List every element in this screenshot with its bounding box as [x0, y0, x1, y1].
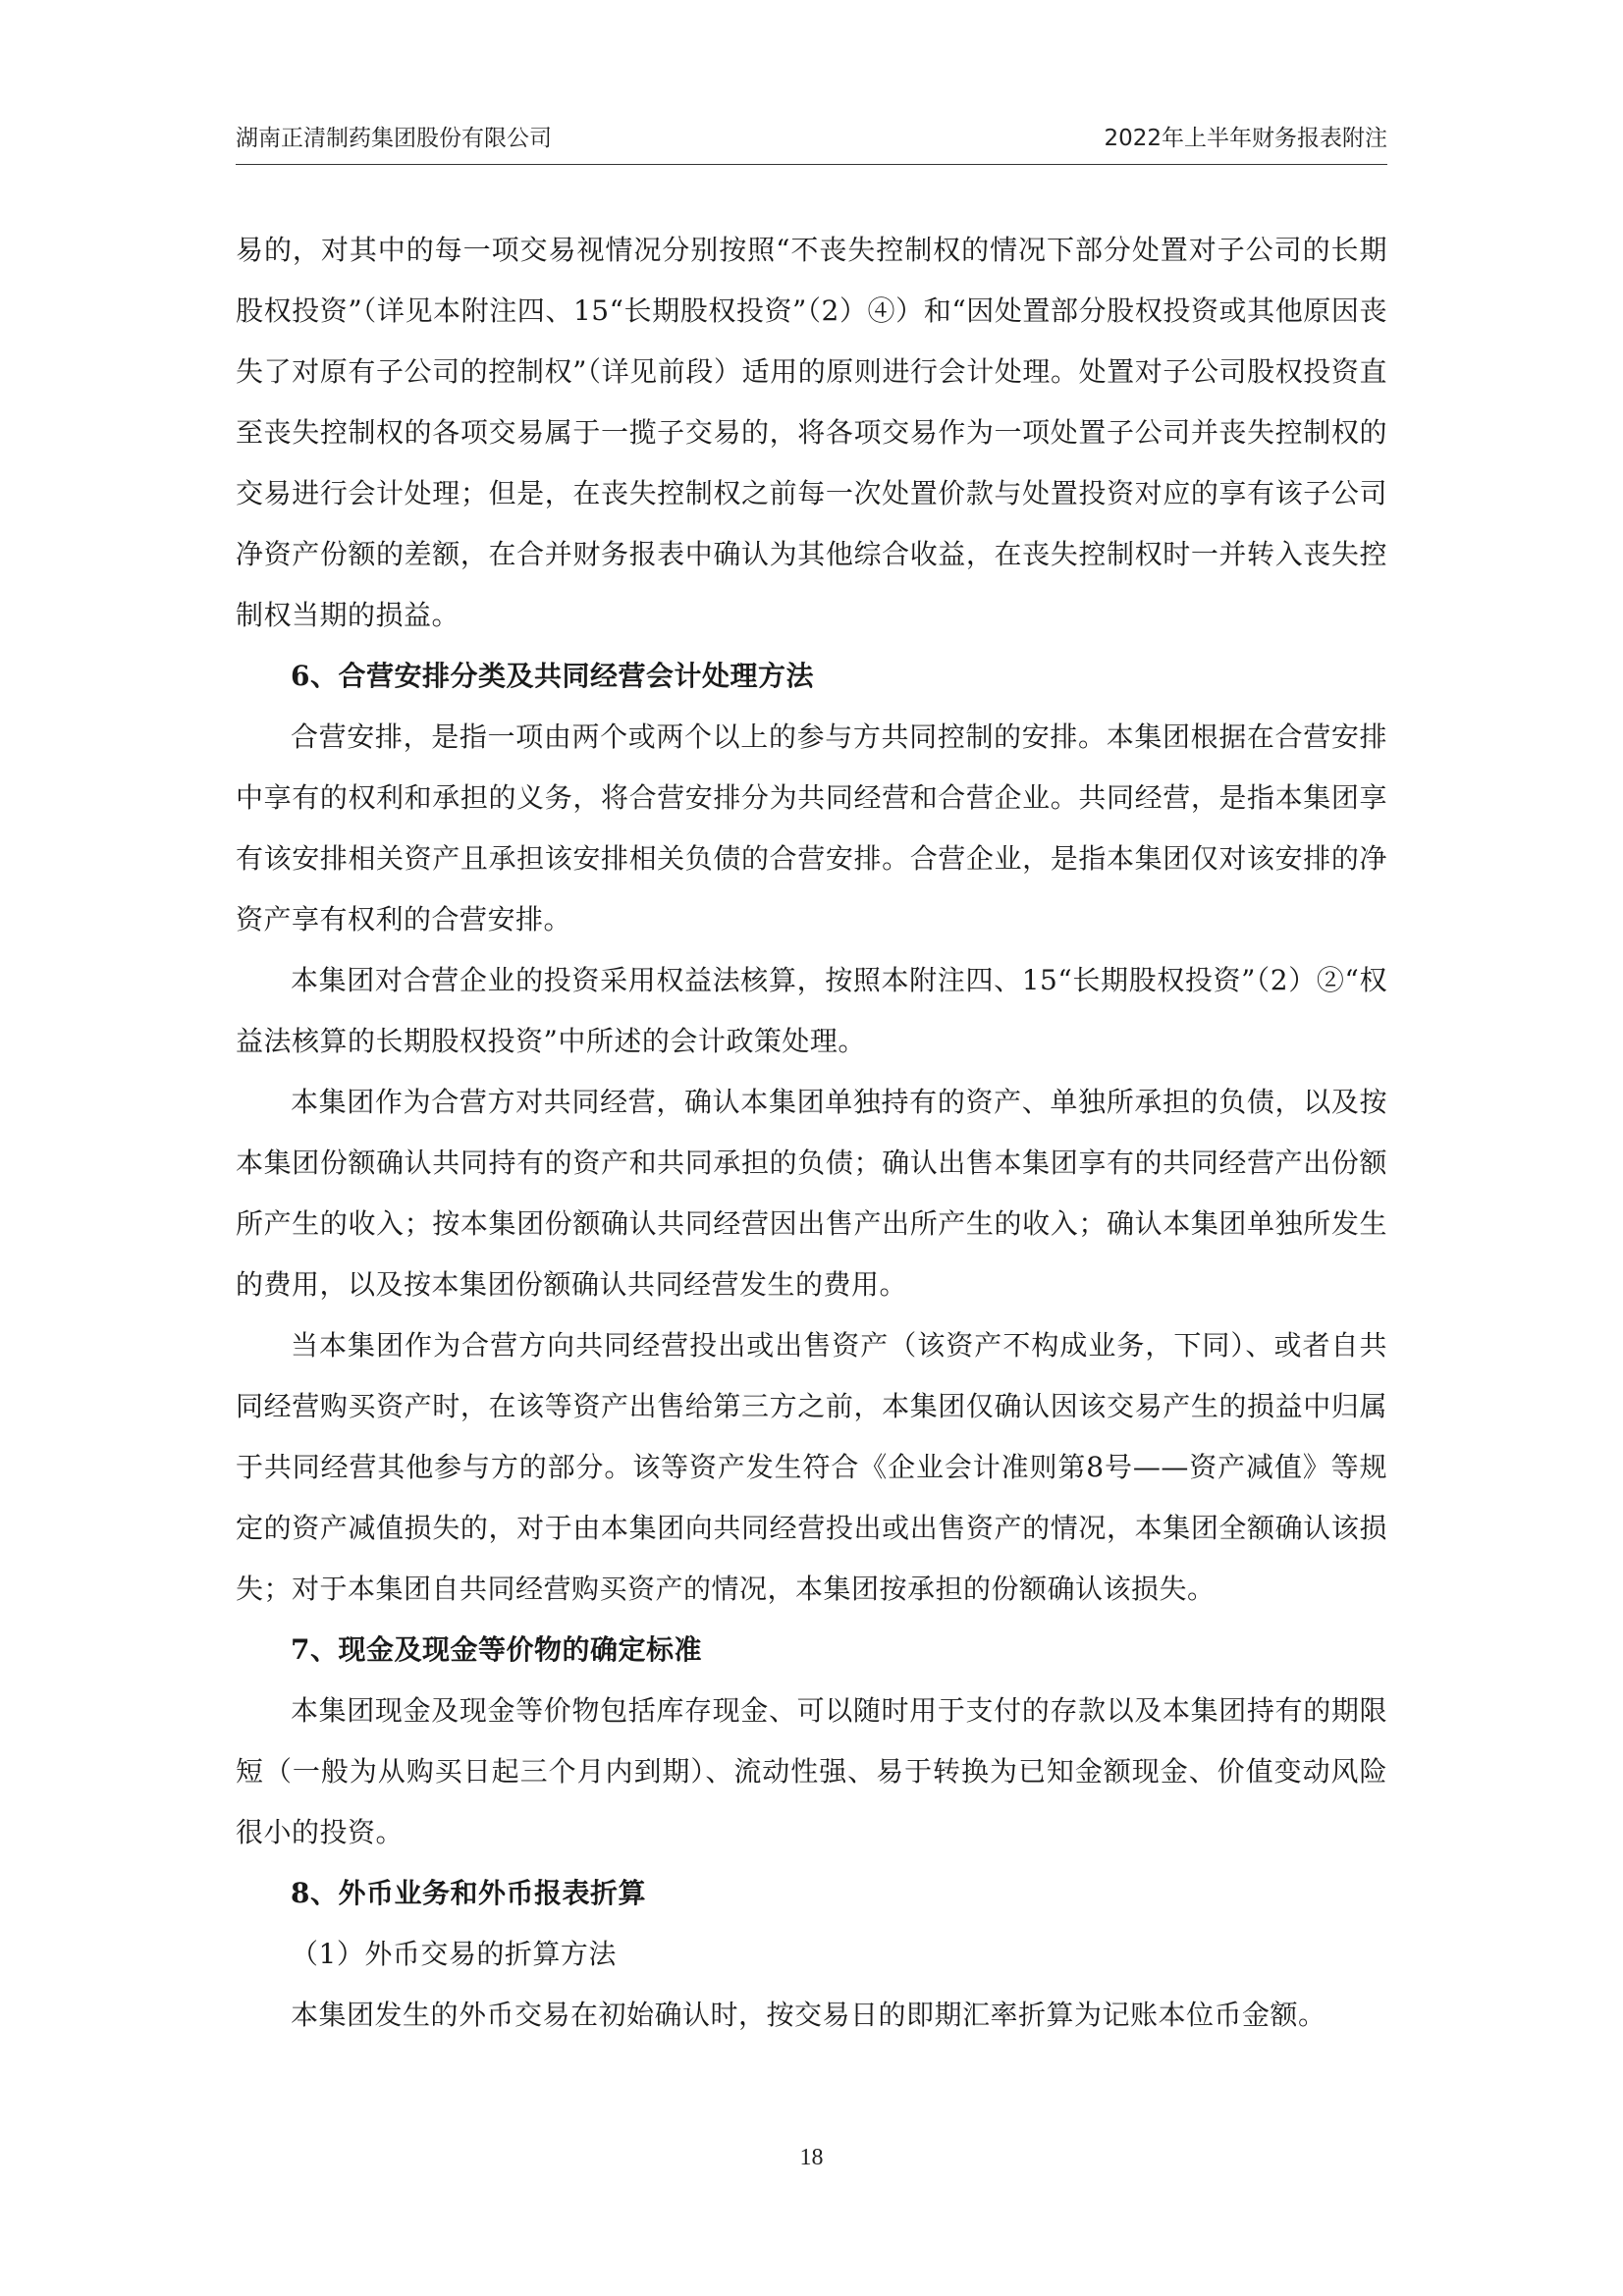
report-title: 2022年上半年财务报表附注: [1104, 126, 1387, 151]
paragraph-7-1: 本集团现金及现金等价物包括库存现金、可以随时用于支付的存款以及本集团持有的期限短（一般为从购买日起三个月内到期）、流动性强、易于转换为已知金额现金、价值变动风险很小的投资。: [236, 1694, 1387, 1848]
section-heading-7: 7、现金及现金等价物的确定标准: [291, 1633, 702, 1666]
page-header: [236, 120, 1387, 165]
page-number: 18: [799, 2145, 824, 2170]
paragraph-6-1: 合营安排，是指一项由两个或两个以上的参与方共同控制的安排。本集团根据在合营安排中享有的权利和承担的义务，将合营安排分为共同经营和合营企业。共同经营，是指本集团享有该安排相关资产且承担该安排相关负债的合营安排。合营企业，是指本集团仅对该安排的净资产享有权利的合营安排。: [236, 721, 1387, 935]
section-heading-6: 6、合营安排分类及共同经营会计处理方法: [291, 660, 814, 692]
paragraph-6-2: 本集团对合营企业的投资采用权益法核算，按照本附注四、15“长期股权投资”（2）②“权益法核算的长期股权投资”中所述的会计政策处理。: [236, 964, 1387, 1057]
paragraph-6-4: 当本集团作为合营方向共同经营投出或出售资产（该资产不构成业务，下同）、或者自共同经营购买资产时，在该等资产出售给第三方之前，本集团仅确认因该交易产生的损益中归属于共同经营其他参与方的部分。该等资产发生符合《企业会计准则第8号——资产减值》等规定的资产减值损失的，对于由本集团向共同经营投出或出售资产的情况，本集团全额确认该损失；对于本集团自共同经营购买资产的情况，本集团按承担的份额确认该损失。: [236, 1329, 1387, 1605]
paragraph-8-1: 本集团发生的外币交易在初始确认时，按交易日的即期汇率折算为记账本位币金额。: [291, 1999, 1326, 2031]
paragraph-continued: 易的，对其中的每一项交易视情况分别按照“不丧失控制权的情况下部分处置对子公司的长期股权投资”（详见本附注四、15“长期股权投资”（2）④）和“因处置部分股权投资或其他原因丧失了对原有子公司的控制权”（详见前段）适用的原则进行会计处理。处置对子公司股权投资直至丧失控制权的各项交易属于一揽子交易的，将各项交易作为一项处置子公司并丧失控制权的交易进行会计处理；但是，在丧失控制权之前每一次处置价款与处置投资对应的享有该子公司净资产份额的差额，在合并财务报表中确认为其他综合收益，在丧失控制权时一并转入丧失控制权当期的损益。: [236, 234, 1387, 631]
page-content: [236, 220, 1387, 2046]
section-heading-8: 8、外币业务和外币报表折算: [291, 1877, 646, 1909]
subsection-heading-8-1: （1）外币交易的折算方法: [291, 1938, 617, 1970]
paragraph-6-3: 本集团作为合营方对共同经营，确认本集团单独持有的资产、单独所承担的负债，以及按本集团份额确认共同持有的资产和共同承担的负债；确认出售本集团享有的共同经营产出份额所产生的收入；按本集团份额确认共同经营因出售产出所产生的收入；确认本集团单独所发生的费用，以及按本集团份额确认共同经营发生的费用。: [236, 1086, 1387, 1301]
company-name: 湖南正清制药集团股份有限公司: [236, 126, 552, 151]
